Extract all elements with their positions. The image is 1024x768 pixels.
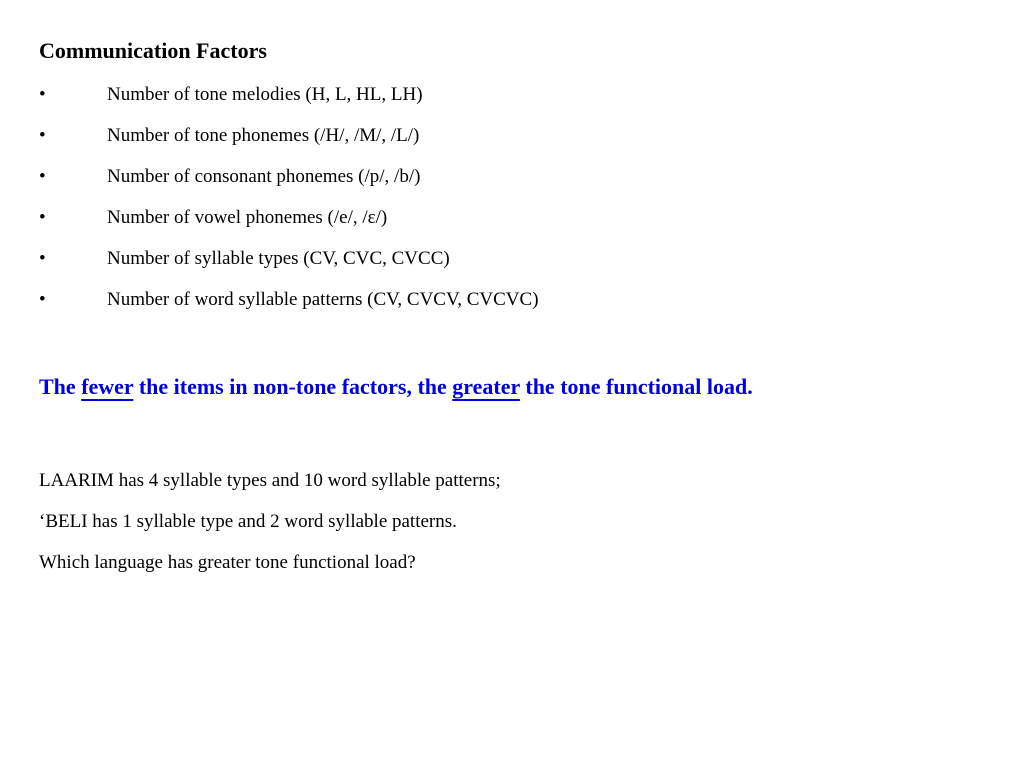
bullet-text: Number of syllable types (CV, CVC, CVCC)	[107, 248, 450, 269]
slide-title: Communication Factors	[39, 38, 267, 63]
emphasis-text: the tone functional load.	[519, 374, 753, 399]
paragraph-question: Which language has greater tone functional load?	[39, 552, 416, 573]
bullet-text: Number of consonant phonemes (/p/, /b/)	[107, 166, 421, 187]
paragraph-laarim: LAARIM has 4 syllable types and 10 word syllable patterns;	[39, 470, 501, 491]
bullet-text: Number of tone phonemes (/H/, /M/, /L/)	[107, 125, 420, 146]
emphasis-text: the items in non-tone factors, the	[133, 374, 453, 399]
bullet-marker: •	[39, 207, 46, 228]
bullet-text: Number of word syllable patterns (CV, CVCV, CVCVC)	[107, 289, 539, 310]
bullet-text: Number of vowel phonemes (/e/, /ɛ/)	[107, 207, 388, 228]
bullet-marker: •	[39, 289, 46, 310]
bullet-marker: •	[39, 125, 46, 146]
emphasis-text: The	[39, 374, 82, 399]
bullet-marker: •	[39, 248, 46, 269]
emphasis-statement	[39, 374, 753, 400]
emphasis-underlined-greater: greater	[452, 374, 520, 399]
bullet-text: Number of tone melodies (H, L, HL, LH)	[107, 84, 423, 105]
bullet-marker: •	[39, 166, 46, 187]
bullet-marker: •	[39, 84, 46, 105]
emphasis-underlined-fewer: fewer	[81, 374, 134, 399]
paragraph-beli: ‘BELI has 1 syllable type and 2 word syllable patterns.	[39, 511, 457, 532]
